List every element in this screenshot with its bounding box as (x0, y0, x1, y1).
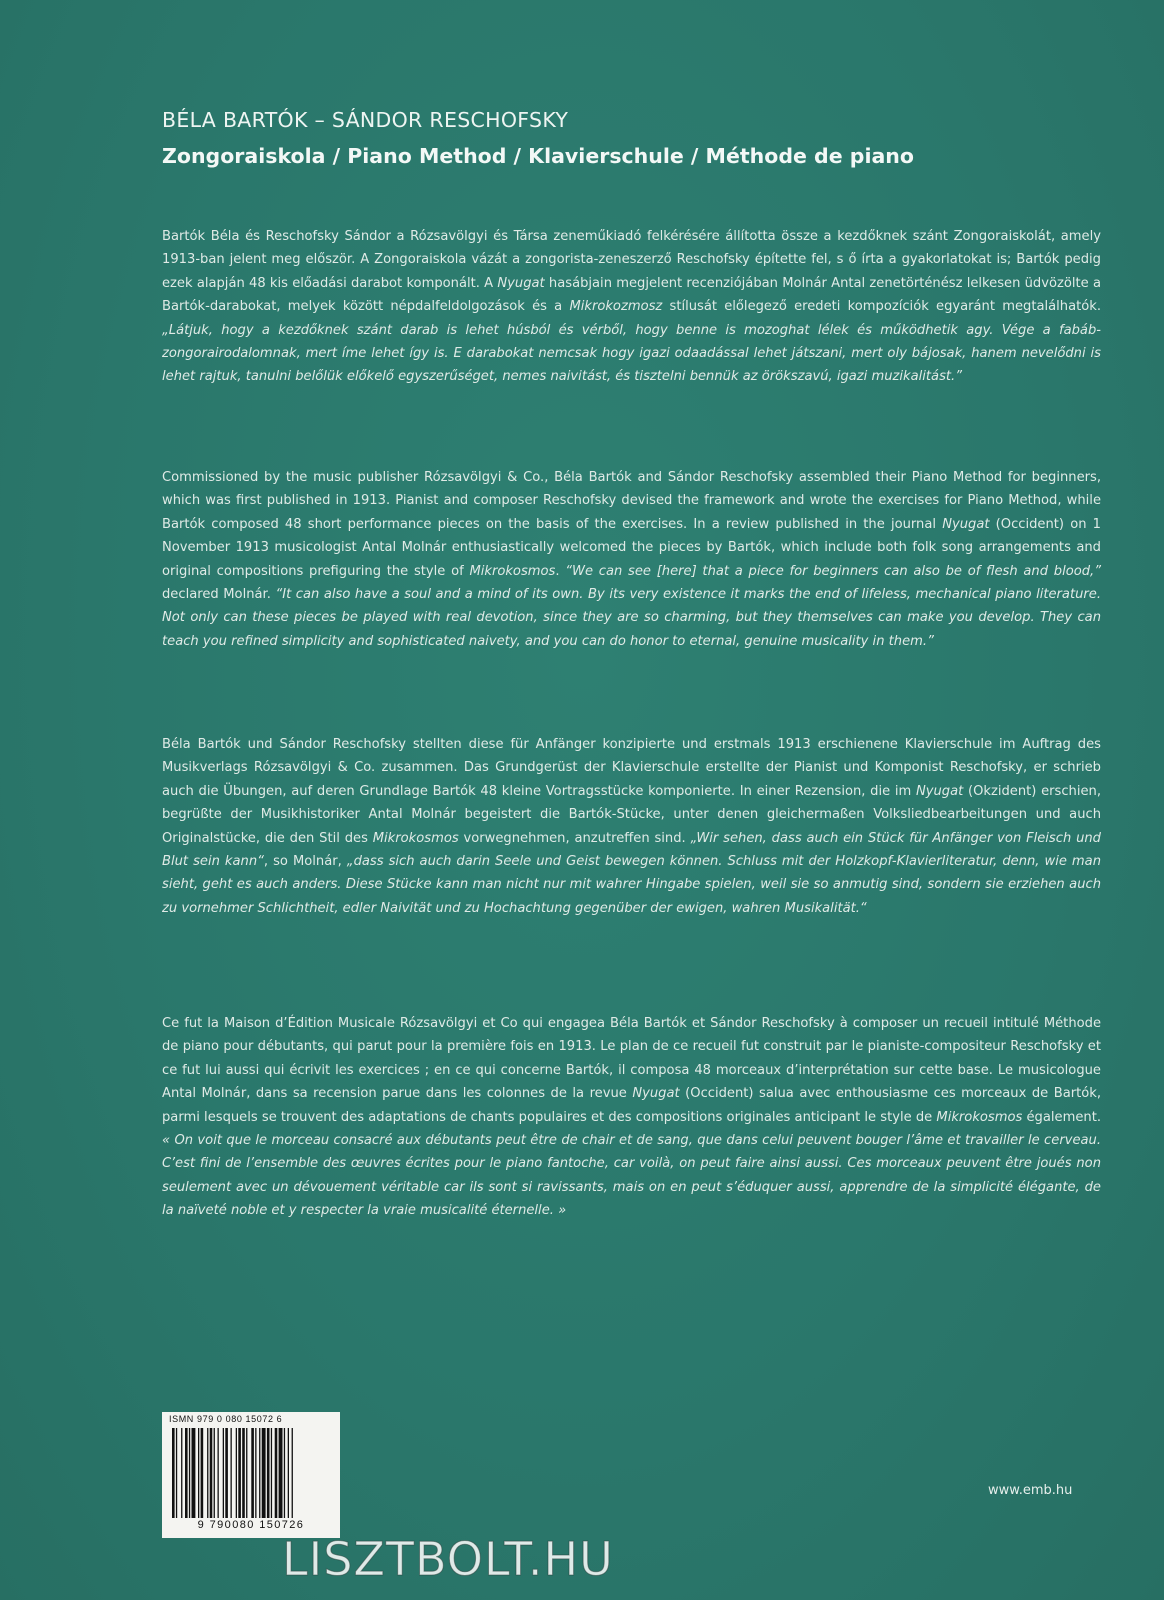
text-span: (Occident) on 1 November 1913 musicologist Antal Molnár enthusiastically welcomed the pieces by Bartók, which include both folk song arrangements and original compositions prefiguring the style of (162, 516, 1101, 579)
paragraph-german (162, 733, 1101, 920)
barcode-bar (201, 1428, 204, 1518)
quote: « On voit que le morceau consacré aux débutants peut être de chair et de sang, que dans celui peuvent bouger l’âme et travailler le cerveau. C’est fini de l’ensemble des œuvres écrites pour le piano fantoche, car voilà, on peut faire ainsi aussi. Ces morceaux peuvent être joués non seulement avec un dévouement véritable car ils sont si ravissants, mais on en peut s’éduquer aussi, apprendre de la simplicité élégante, de la naïveté noble et y respecter la vraie musicalité éternelle. » (162, 1133, 1101, 1219)
barcode-bar (223, 1428, 224, 1518)
barcode-bar (185, 1428, 188, 1518)
barcode-bar (176, 1428, 177, 1518)
text-span: également. (1022, 1109, 1101, 1125)
watermark: LISZTBOLT.HU (282, 1532, 614, 1586)
journal-title: Nyugat (942, 516, 990, 532)
barcode-bar (218, 1428, 219, 1518)
text-span: (Occident) salua avec enthousiasme ces morceaux de Bartók, parmi lesquels se trouvent des adaptations de chants populaires et des compositions originales anticipant le style de (162, 1086, 1101, 1125)
quote: „Látjuk, hogy a kezdőknek szánt darab is lehet húsból és vérből, hogy benne is mozoghat lélek és működhetik agy. Vége a fabáb-zongorairodalomnak, mert íme lehet így is. E darabokat nemcsak hogy igazi odaadással lehet játszani, mert oly bájosak, hanem nevelődni is lehet rajtuk, tanulni belőlük előkelő egyszerűséget, nemes naivitást, és tisztelni bennük az örökszavú, igazi muzikalitást.” (162, 322, 1101, 385)
text-span: vorwegnehmen, anzutreffen sind. (458, 830, 691, 846)
paragraph-hungarian (162, 225, 1101, 389)
barcode-bar (255, 1428, 256, 1518)
barcode-bar (251, 1428, 254, 1518)
text-span: stílusát előlegező eredeti kompozíciók egyaránt megtalálhatók. (662, 299, 1101, 315)
text-span: Bartók Béla és Reschofsky Sándor a Rózsavölgyi és Társa zeneműkiadó felkérésére állította össze a kezdőknek szánt Zongoraiskolát, amely 1913-ban jelent meg először. A Zongoraiskola vázát a zongorista-zeneszerző Reschofsky építette fel, s ő írta a gyakorlatokat is; Bartók pedig ezek alapján 48 kis előadási darabot komponált. A (162, 229, 1101, 291)
journal-title: Nyugat (915, 783, 964, 799)
barcode-bar (231, 1428, 232, 1518)
barcode-bar (279, 1428, 283, 1518)
barcode-label (162, 1412, 340, 1538)
text-span: Béla Bartók und Sándor Reschofsky stellten diese für Anfänger konzipierte und erstmals 1913 erschienene Klavierschule im Auftrag des Musikverlags Rózsavölgyi & Co. zusammen. Das Grundgerüst der Klavierschule erstellte der Pianist und Komponist Reschofsky, er schrieb auch die Übungen, auf deren Grundlage Bartók 48 kleine Vortragsstücke komponierte. In einer Rezension, die im (162, 737, 1101, 799)
quote: „Wir sehen, dass auch ein Stück für Anfänger von Fleisch und Blut sein kann“ (162, 830, 1101, 870)
barcode-bar (262, 1428, 266, 1518)
journal-title: Nyugat (497, 275, 545, 291)
text-span: , so Molnár, (263, 854, 347, 870)
barcode-bar (192, 1428, 196, 1518)
ismn-text: ISMN 979 0 080 15072 6 (169, 1414, 283, 1424)
barcode-bar (242, 1428, 245, 1518)
barcode-bar (284, 1428, 285, 1518)
text-span: (Okzident) erschien, begrüßte der Musikhistoriker Antal Molnár begeistert die Bartók-Stücke, unter denen gleichermaßen Volksliedbearbeitungen und auch Originalstücke, die den Stil des (162, 783, 1102, 846)
barcode-icon (172, 1428, 330, 1518)
work-title: Mikrokosmos (469, 563, 556, 579)
quote: “It can also have a soul and a mind of its own. By its very existence it marks the end of lifeless, mechanical piano literature. Not only can these pieces be played with real devotion, since they are so charming, but they themselves can make you develop. They can teach you refined simplicity and sophisticated naivety, and you can do honor to eternal, genuine musicality in them.” (162, 587, 1101, 649)
text-span: Ce fut la Maison d’Édition Musicale Rózsavölgyi et Co qui engagea Béla Bartók et Sándor Reschofsky à composer un recueil intitulé Méthode de piano pour débutants, qui parut pour la première fois en 1913. Le plan de ce recueil fut construit par le pianiste-compositeur Reschofsky et ce fut lui aussi qui écrivit les exercices ; en ce qui concerne Bartók, il composa 48 morceaux d’interprétation sur cette base. Le musicologue Antal Molnár, dans sa recension parue dans les colonnes de la revue (162, 1016, 1101, 1102)
barcode-bar (271, 1428, 272, 1518)
barcode-bar (275, 1428, 278, 1518)
barcode-bar (207, 1428, 208, 1518)
barcode-bar (267, 1428, 270, 1518)
work-title: Mikrokosmos (936, 1109, 1023, 1125)
barcode-bar (210, 1428, 213, 1518)
text-span: declared Molnár. (162, 587, 276, 603)
barcode-bar (236, 1428, 237, 1518)
barcode-bar (181, 1428, 182, 1518)
text-span: Commissioned by the music publisher Rózsavölgyi & Co., Béla Bartók and Sándor Reschofsky assembled their Piano Method for beginners, which was first published in 1913. Pianist and composer Reschofsky devised the framework and wrote the exercises for Piano Method, while Bartók composed 48 short performance pieces on the basis of the exercises. In a review published in the journal (162, 470, 1101, 532)
work-title: Mikrokosmos (372, 830, 459, 846)
barcode-bar (238, 1428, 241, 1518)
barcode-number: 9 790080 150726 (197, 1519, 305, 1531)
text-span: . (555, 563, 566, 579)
authors-line: BÉLA BARTÓK – SÁNDOR RESCHOFSKY (162, 108, 569, 132)
barcode-bar (225, 1428, 228, 1518)
book-title: Zongoraiskola / Piano Method / Klavierschule / Méthode de piano (162, 144, 914, 168)
paragraph-english (162, 466, 1101, 653)
quote: “We can see [here] that a piece for beginners can also be of flesh and blood,” (565, 563, 1102, 579)
barcode-bar (189, 1428, 190, 1518)
barcode-bar (246, 1428, 247, 1518)
work-title: Mikrokozmosz (569, 299, 663, 315)
paragraph-french (162, 1012, 1101, 1223)
barcode-bar (214, 1428, 215, 1518)
barcode-bar (292, 1428, 293, 1518)
text-span: hasábjain megjelent recenziójában Molnár Antal zenetörténész lelkesen üdvözölte a Bartók-darabokat, melyek között népdalfeldolgozások és a (162, 275, 1101, 315)
barcode-bar (288, 1428, 289, 1518)
barcode-bar (172, 1428, 175, 1518)
quote: „dass sich auch darin Seele und Geist bewegen können. Schluss mit der Holzkopf-Klavierliteratur, denn, wie man sieht, geht es auch anders. Diese Stücke kann man nicht nur mit wahrer Hingabe spielen, weil sie so anmutig sind, sondern sie erziehen auch zu vornehmer Schlichtheit, edler Naivität und zu Hochachtung gegenüber der ewigen, wahren Musikalität.“ (162, 854, 1101, 916)
barcode-bar (198, 1428, 199, 1518)
website-url: www.emb.hu (988, 1483, 1073, 1498)
barcode-bar (259, 1428, 260, 1518)
journal-title: Nyugat (632, 1086, 680, 1102)
header (162, 106, 1062, 170)
